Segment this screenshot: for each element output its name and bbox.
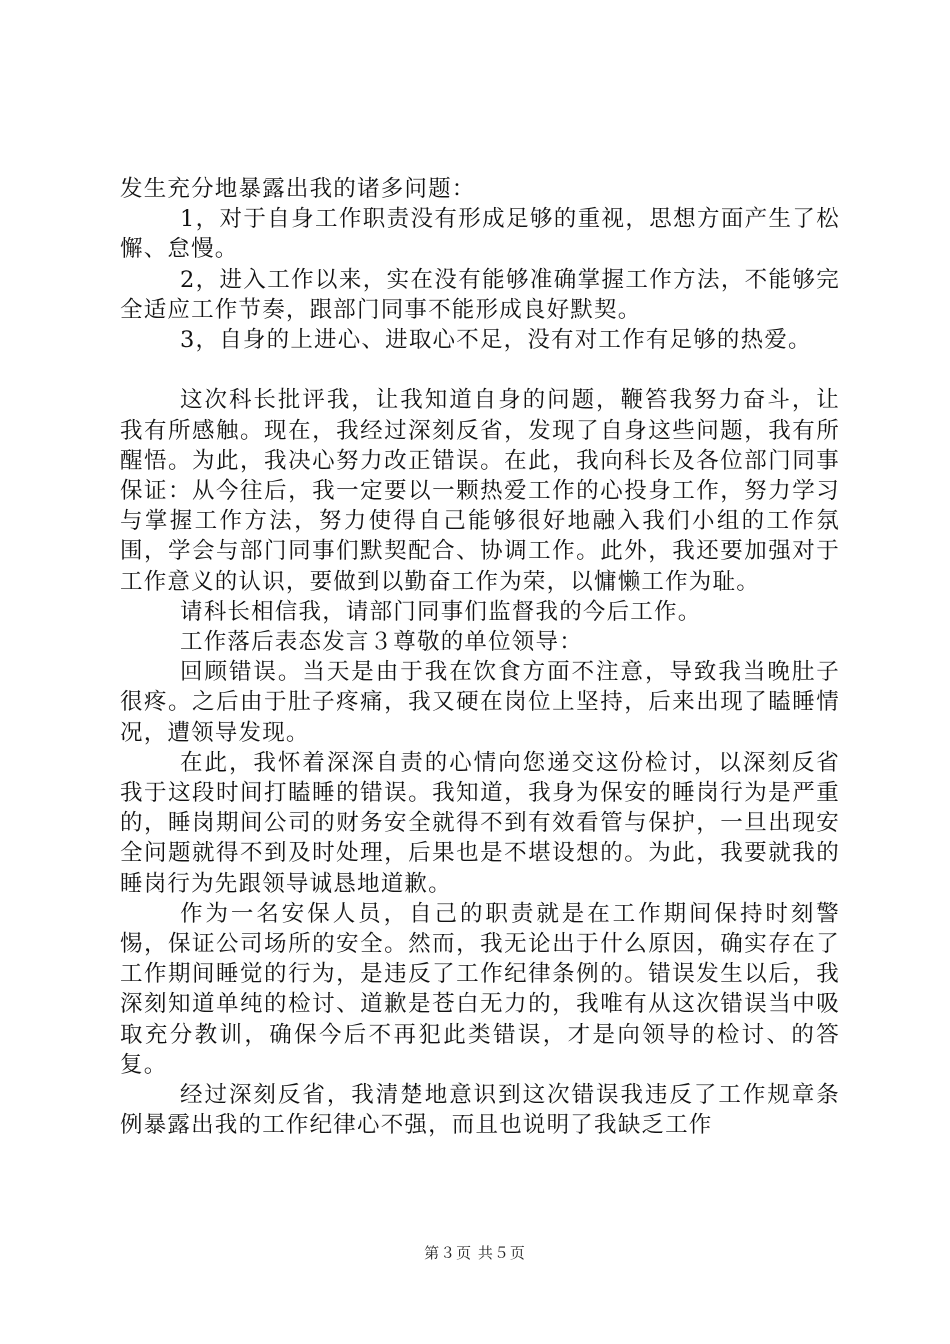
paragraph-point-2: 2，进入工作以来，实在没有能够准确掌握工作方法，不能够完全适应工作节奏，跟部门同事不能形成良好默契。 [120,266,840,323]
paragraph-review: 回顾错误。当天是由于我在饮食方面不注意，导致我当晚肚子很疼。之后由于肚子疼痛，我又硬在岗位上坚持，后来出现了瞌睡情况，遭领导发现。 [120,659,840,746]
paragraph-point-3: 3，自身的上进心、进取心不足，没有对工作有足够的热爱。 [180,327,812,354]
paragraph-criticism: 这次科长批评我，让我知道自身的问题，鞭笞我努力奋斗，让我有所感触。现在，我经过深刻反省，发现了自身这些问题，我有所醒悟。为此，我决心努力改正错误。在此，我向科长及各位部门同事保证：从今往后，我一定要以一颗热爱工作的心投身工作，努力学习与掌握工作方法，努力使得自己能够很好地融入我们小组的工作氛围，学会与部门同事们默契配合、协调工作。此外，我还要加强对于工作意义的认识，要做到以勤奋工作为荣，以慵懒工作为耻。 [120,387,840,595]
document-body [120,174,840,1140]
paragraph-duty: 作为一名安保人员，自己的职责就是在工作期间保持时刻警惕，保证公司场所的安全。然而，我无论出于什么原因，确实存在了工作期间睡觉的行为，是违反了工作纪律条例的。错误发生以后，我深刻知道单纯的检讨、道歉是苍白无力的，我唯有从这次错误当中吸取充分教训，确保今后不再犯此类错误，才是向领导的检讨、的答复。 [120,900,840,1078]
paragraph-spacer [120,355,840,385]
paragraph-point-1: 1，对于自身工作职责没有形成足够的重视，思想方面产生了松懈、怠慢。 [120,206,840,263]
page-number-footer: 第３页 共５页 [424,1244,526,1262]
paragraph-request: 请科长相信我，请部门同事们监督我的今后工作。 [180,598,702,625]
paragraph-reflection: 经过深刻反省，我清楚地意识到这次错误我违反了工作规章条例暴露出我的工作纪律心不强，而且也说明了我缺乏工作 [120,1082,840,1139]
paragraph-intro: 发生充分地暴露出我的诸多问题： [120,176,476,202]
paragraph-apology: 在此，我怀着深深自责的心情向您递交这份检讨，以深刻反省我于这段时间打瞌睡的错误。我知道，我身为保安的睡岗行为是严重的，睡岗期间公司的财务安全就得不到有效看管与保护，一旦出现安全问题就得不到及时处理，后果也是不堪设想的。为此，我要就我的睡岗行为先跟领导诚恳地道歉。 [120,749,840,897]
paragraph-speech-heading: 工作落后表态发言３尊敬的单位领导： [180,629,583,656]
